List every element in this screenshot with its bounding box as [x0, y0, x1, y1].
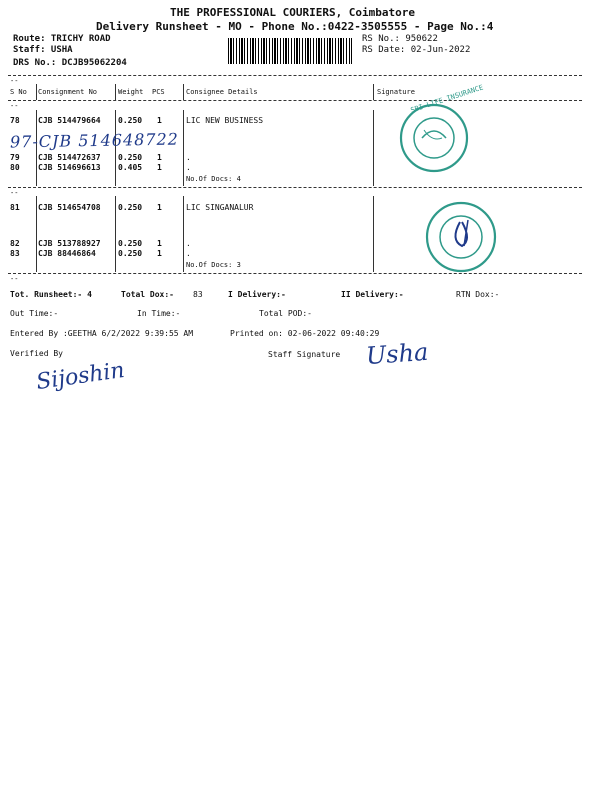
- row-pcs: 1: [157, 153, 162, 162]
- staff-signature-label: Staff Signature: [268, 350, 341, 359]
- entered-by: Entered By :GEETHA 6/2/2022 9:39:55 AM: [10, 329, 194, 338]
- row-consignment: CJB 514479664: [38, 116, 101, 125]
- barcode: [228, 38, 352, 64]
- staff-label: Staff: USHA: [13, 45, 73, 55]
- row-consignee: LIC NEW BUSINESS: [186, 116, 264, 125]
- col-weight: Weight: [118, 88, 144, 96]
- stamp-icon: [398, 102, 470, 174]
- out-time: Out Time:-: [10, 309, 59, 318]
- column-rule: [183, 196, 184, 272]
- rtn-dox: RTN Dox:-: [456, 290, 500, 299]
- printed-on: Printed on: 02-06-2022 09:40:29: [230, 329, 380, 338]
- row-sno: 82: [10, 239, 20, 248]
- col-sno: S No: [10, 88, 27, 96]
- stamp-text: SBI LIFE INSURANCE: [409, 83, 485, 115]
- divider: [8, 187, 582, 188]
- row-consignment: CJB 514472637: [38, 153, 101, 162]
- no-of-docs: No.Of Docs: 3: [186, 261, 241, 269]
- row-pcs: 1: [157, 163, 162, 172]
- dash-mark: --: [10, 189, 19, 197]
- verified-by-label: Verified By: [10, 349, 63, 358]
- divider: [8, 75, 582, 76]
- row-weight: 0.250: [118, 249, 143, 258]
- row-consignee: LIC SINGANALUR: [186, 203, 254, 212]
- row-sno: 80: [10, 163, 20, 172]
- handwritten-consignment: 97-CJB 514648722: [9, 129, 180, 152]
- col-signature: Signature: [377, 88, 415, 96]
- stamp-icon: [424, 200, 498, 274]
- row-pcs: 1: [157, 239, 162, 248]
- dash-mark: --: [10, 77, 19, 85]
- verified-signature: Sijoshin: [34, 357, 127, 396]
- row-weight: 0.250: [118, 116, 143, 125]
- rs-number: RS No.: 950622: [362, 34, 438, 44]
- no-of-docs: No.Of Docs: 4: [186, 175, 241, 183]
- column-rule: [373, 196, 374, 272]
- row-pcs: 1: [157, 203, 162, 212]
- dash-mark: --: [10, 275, 19, 283]
- row-consignee: .: [186, 239, 191, 248]
- total-dox-value: 83: [193, 290, 203, 299]
- col-consignee: Consignee Details: [186, 88, 258, 96]
- row-weight: 0.250: [118, 239, 143, 248]
- row-consignee: .: [186, 249, 191, 258]
- ii-delivery: II Delivery:-: [341, 290, 404, 299]
- divider: [8, 100, 582, 101]
- route-label: Route: TRICHY ROAD: [13, 34, 111, 44]
- total-runsheet: Tot. Runsheet:- 4: [10, 290, 92, 299]
- row-consignment: CJB 513788927: [38, 239, 101, 248]
- column-rule: [115, 196, 116, 272]
- row-consignment: CJB 88446864: [38, 249, 96, 258]
- row-consignee: .: [186, 153, 191, 162]
- drs-label: DRS No.: DCJB95062204: [13, 58, 127, 68]
- row-weight: 0.250: [118, 203, 143, 212]
- i-delivery: I Delivery:-: [228, 290, 286, 299]
- row-weight: 0.250: [118, 153, 143, 162]
- total-dox: Total Dox:-: [121, 290, 174, 299]
- row-pcs: 1: [157, 116, 162, 125]
- column-rule: [115, 84, 116, 100]
- column-rule: [373, 84, 374, 100]
- row-sno: 81: [10, 203, 20, 212]
- runsheet-subtitle: Delivery Runsheet - MO - Phone No.:0422-3505555 - Page No.:4: [96, 20, 494, 33]
- staff-signature: Usha: [365, 337, 430, 371]
- column-rule: [36, 84, 37, 100]
- row-consignment: CJB 514696613: [38, 163, 101, 172]
- company-title: THE PROFESSIONAL COURIERS, Coimbatore: [170, 6, 416, 19]
- col-consignment: Consignment No: [38, 88, 98, 96]
- row-pcs: 1: [157, 249, 162, 258]
- row-consignee: .: [186, 163, 191, 172]
- col-pcs: PCS: [152, 88, 165, 96]
- column-rule: [183, 110, 184, 186]
- column-rule: [373, 110, 374, 186]
- row-sno: 78: [10, 116, 20, 125]
- column-rule: [183, 84, 184, 100]
- total-pod: Total POD:-: [259, 309, 312, 318]
- rs-date: RS Date: 02-Jun-2022: [362, 45, 471, 55]
- row-sno: 83: [10, 249, 20, 258]
- divider: [8, 273, 582, 274]
- row-weight: 0.405: [118, 163, 143, 172]
- in-time: In Time:-: [137, 309, 181, 318]
- row-consignment: CJB 514654708: [38, 203, 101, 212]
- dash-mark: --: [10, 102, 19, 110]
- row-sno: 79: [10, 153, 20, 162]
- column-rule: [36, 196, 37, 272]
